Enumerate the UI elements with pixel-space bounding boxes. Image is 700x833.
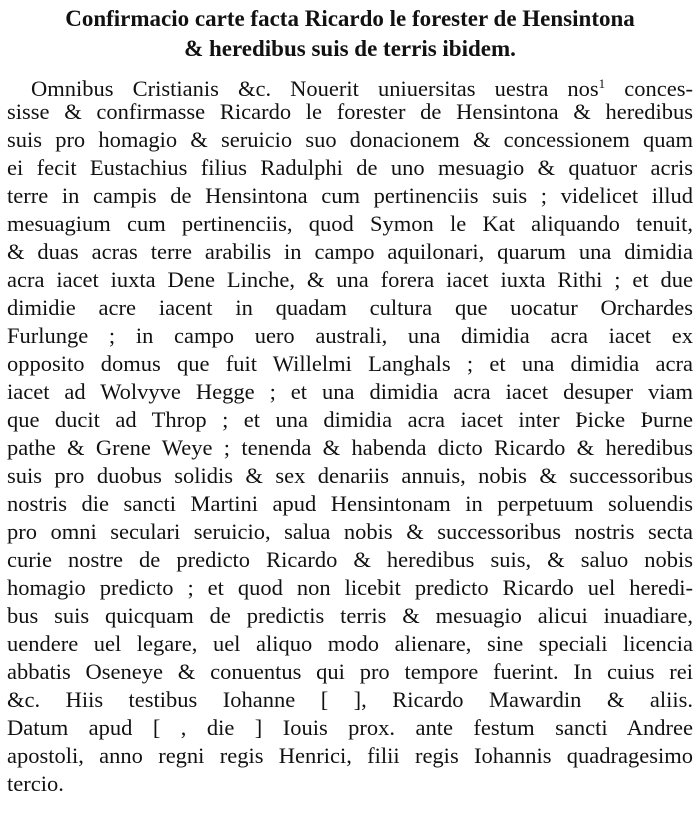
body-line: curie nostre de predicto Ricardo & heredibus suis, & saluo nobis: [7, 547, 693, 572]
body-line: nostris die sancti Martini apud Hensintonam in perpetuum soluendis: [7, 491, 693, 516]
body-line: pathe & Grene Weye ; tenenda & habenda dicto Ricardo & heredibus: [7, 435, 693, 460]
body-line: que ducit ad Throp ; et una dimidia acra iacet inter Þicke Þurne: [7, 407, 693, 432]
body-line: suis pro duobus solidis & sex denariis annuis, nobis & successoribus: [7, 463, 693, 488]
body-line: tercio.: [7, 771, 64, 796]
body-line: pro omni seculari seruicio, salua nobis & successoribus nostris secta: [7, 519, 693, 544]
body-line: dimidie acre iacent in quadam cultura que uocatur Orchardes: [7, 295, 693, 320]
body-line: iacet ad Wolvyve Hegge ; et una dimidia acra iacet desuper viam: [7, 379, 693, 404]
footnote-marker[interactable]: 1: [598, 76, 606, 91]
body-line: mesuagium cum pertinenciis, quod Symon le Kat aliquando tenuit,: [7, 211, 693, 236]
body-line: &c. Hiis testibus Iohanne [ ], Ricardo Mawardin & aliis.: [7, 687, 693, 712]
body-line: uendere uel legare, uel aliquo modo alienare, sine speciali licencia: [7, 631, 693, 656]
body-line: bus suis quicquam de predictis terris & mesuagio alicui inuadiare,: [7, 603, 693, 628]
charter-title-line-2: & heredibus suis de terris ibidem.: [184, 36, 516, 61]
body-line: & duas acras terre arabilis in campo aquilonari, quarum una dimidia: [7, 239, 693, 264]
body-line: terre in campis de Hensintona cum pertinenciis suis ; videlicet illud: [7, 183, 693, 208]
body-line: opposito domus que fuit Willelmi Langhals ; et una dimidia acra: [7, 351, 693, 376]
body-line: suis pro homagio & seruicio suo donacionem & concessionem quam: [7, 127, 693, 152]
body-line: apostoli, anno regni regis Henrici, filii regis Iohannis quadragesimo: [7, 743, 693, 768]
body-line: sisse & confirmasse Ricardo le forester de Hensintona & heredibus: [7, 99, 693, 124]
body-line: Datum apud [ , die ] Iouis prox. ante festum sancti Andree: [7, 715, 693, 740]
body-line: ei fecit Eustachius filius Radulphi de uno mesuagio & quatuor acris: [7, 155, 693, 180]
body-line-text: conces-: [605, 76, 693, 101]
charter-title-line-1: Confirmacio carte facta Ricardo le forester de Hensintona: [65, 6, 635, 31]
body-line: Furlunge ; in campo uero australi, una dimidia acra iacet ex: [7, 323, 693, 348]
body-line: acra iacet iuxta Dene Linche, & una forera iacet iuxta Rithi ; et due: [7, 267, 693, 292]
body-line: abbatis Oseneye & conuentus qui pro tempore fuerint. In cuius rei: [7, 659, 693, 684]
body-line-text: Omnibus Cristianis &c. Nouerit uniuersitas uestra nos: [31, 76, 599, 101]
body-line: homagio predicto ; et quod non licebit predicto Ricardo uel heredi-: [7, 575, 693, 600]
